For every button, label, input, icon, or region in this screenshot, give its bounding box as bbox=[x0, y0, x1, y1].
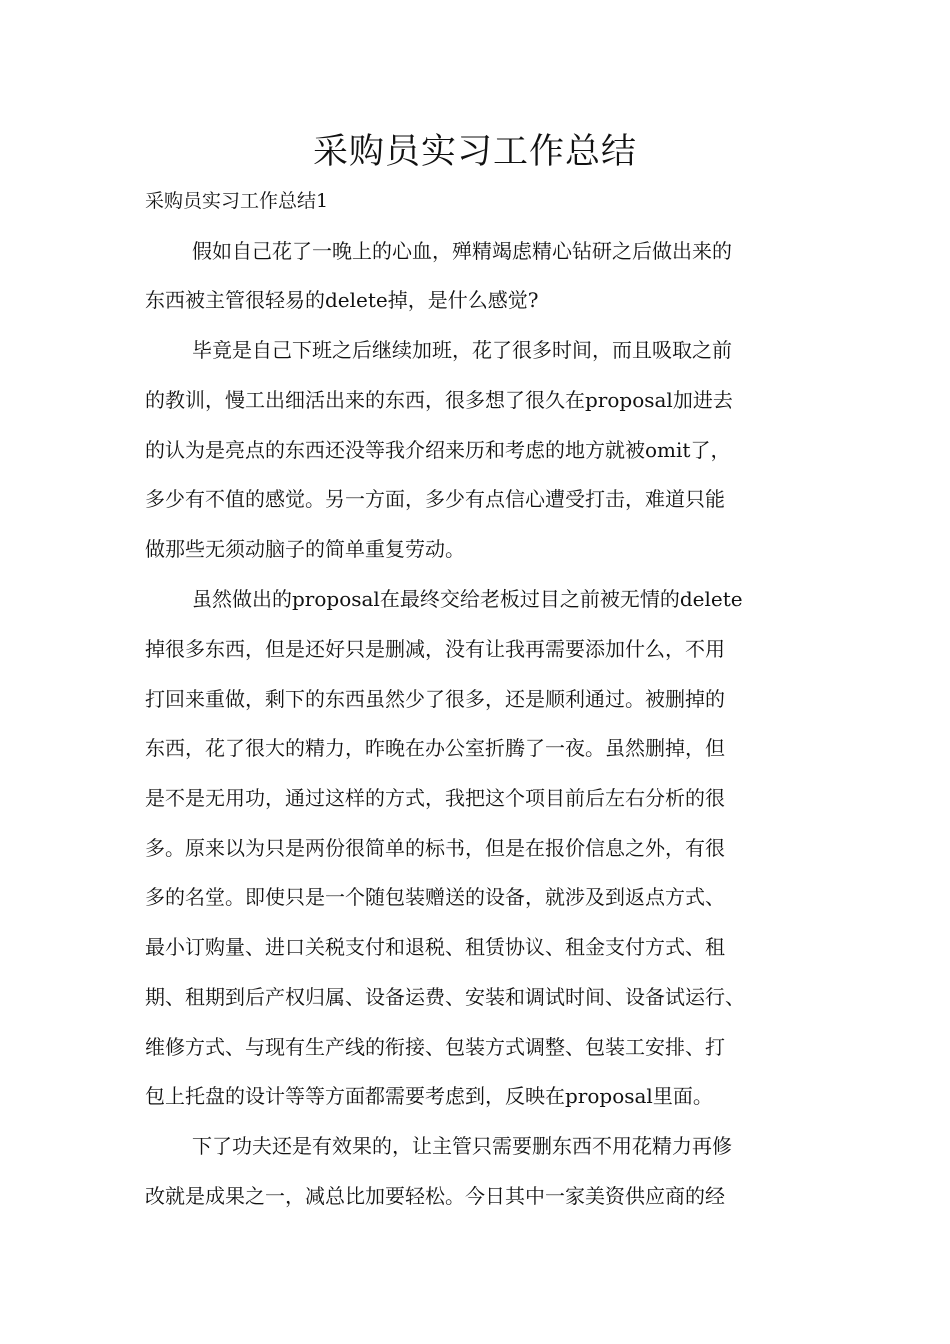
paragraph-line: 多。原来以为只是两份很简单的标书，但是在报价信息之外，有很 bbox=[145, 836, 725, 860]
paragraph-line: 多的名堂。即使只是一个随包装赠送的设备，就涉及到返点方式、 bbox=[145, 885, 725, 909]
paragraph-line: 东西被主管很轻易的delete掉，是什么感觉? bbox=[145, 288, 539, 312]
paragraph-line: 的认为是亮点的东西还没等我介绍来历和考虑的地方就被omit了， bbox=[145, 438, 731, 462]
paragraph-line: 下了功夫还是有效果的，让主管只需要删东西不用花精力再修 bbox=[192, 1134, 732, 1158]
paragraph-line: 包上托盘的设计等等方面都需要考虑到，反映在proposal里面。 bbox=[145, 1084, 713, 1108]
paragraph-line: 期、租期到后产权归属、设备运费、安装和调试时间、设备试运行、 bbox=[145, 985, 745, 1009]
paragraph-line: 假如自己花了一晚上的心血，殚精竭虑精心钻研之后做出来的 bbox=[192, 239, 732, 263]
paragraph-line: 做那些无须动脑子的简单重复劳动。 bbox=[145, 537, 465, 561]
paragraph-line: 多少有不值的感觉。另一方面，多少有点信心遭受打击，难道只能 bbox=[145, 487, 725, 511]
paragraph-line: 改就是成果之一，减总比加要轻松。今日其中一家美资供应商的经 bbox=[145, 1184, 725, 1208]
paragraph-line: 打回来重做，剩下的东西虽然少了很多，还是顺利通过。被删掉的 bbox=[145, 687, 725, 711]
paragraph-line: 维修方式、与现有生产线的衔接、包装方式调整、包装工安排、打 bbox=[145, 1035, 725, 1059]
paragraph-line: 的教训，慢工出细活出来的东西，很多想了很久在proposal加进去 bbox=[145, 388, 733, 412]
document-subtitle: 采购员实习工作总结1 bbox=[145, 190, 329, 212]
paragraph-line: 东西，花了很大的精力，昨晚在办公室折腾了一夜。虽然删掉，但 bbox=[145, 736, 725, 760]
paragraph-line: 最小订购量、进口关税支付和退税、租赁协议、租金支付方式、租 bbox=[145, 935, 725, 959]
paragraph-line: 毕竟是自己下班之后继续加班，花了很多时间，而且吸取之前 bbox=[192, 338, 732, 362]
document-title: 采购员实习工作总结 bbox=[312, 132, 637, 172]
paragraph-line: 是不是无用功，通过这样的方式，我把这个项目前后左右分析的很 bbox=[145, 786, 725, 810]
paragraph-line: 虽然做出的proposal在最终交给老板过目之前被无情的delete bbox=[192, 587, 743, 611]
paragraph-line: 掉很多东西，但是还好只是删减，没有让我再需要添加什么，不用 bbox=[145, 637, 725, 661]
